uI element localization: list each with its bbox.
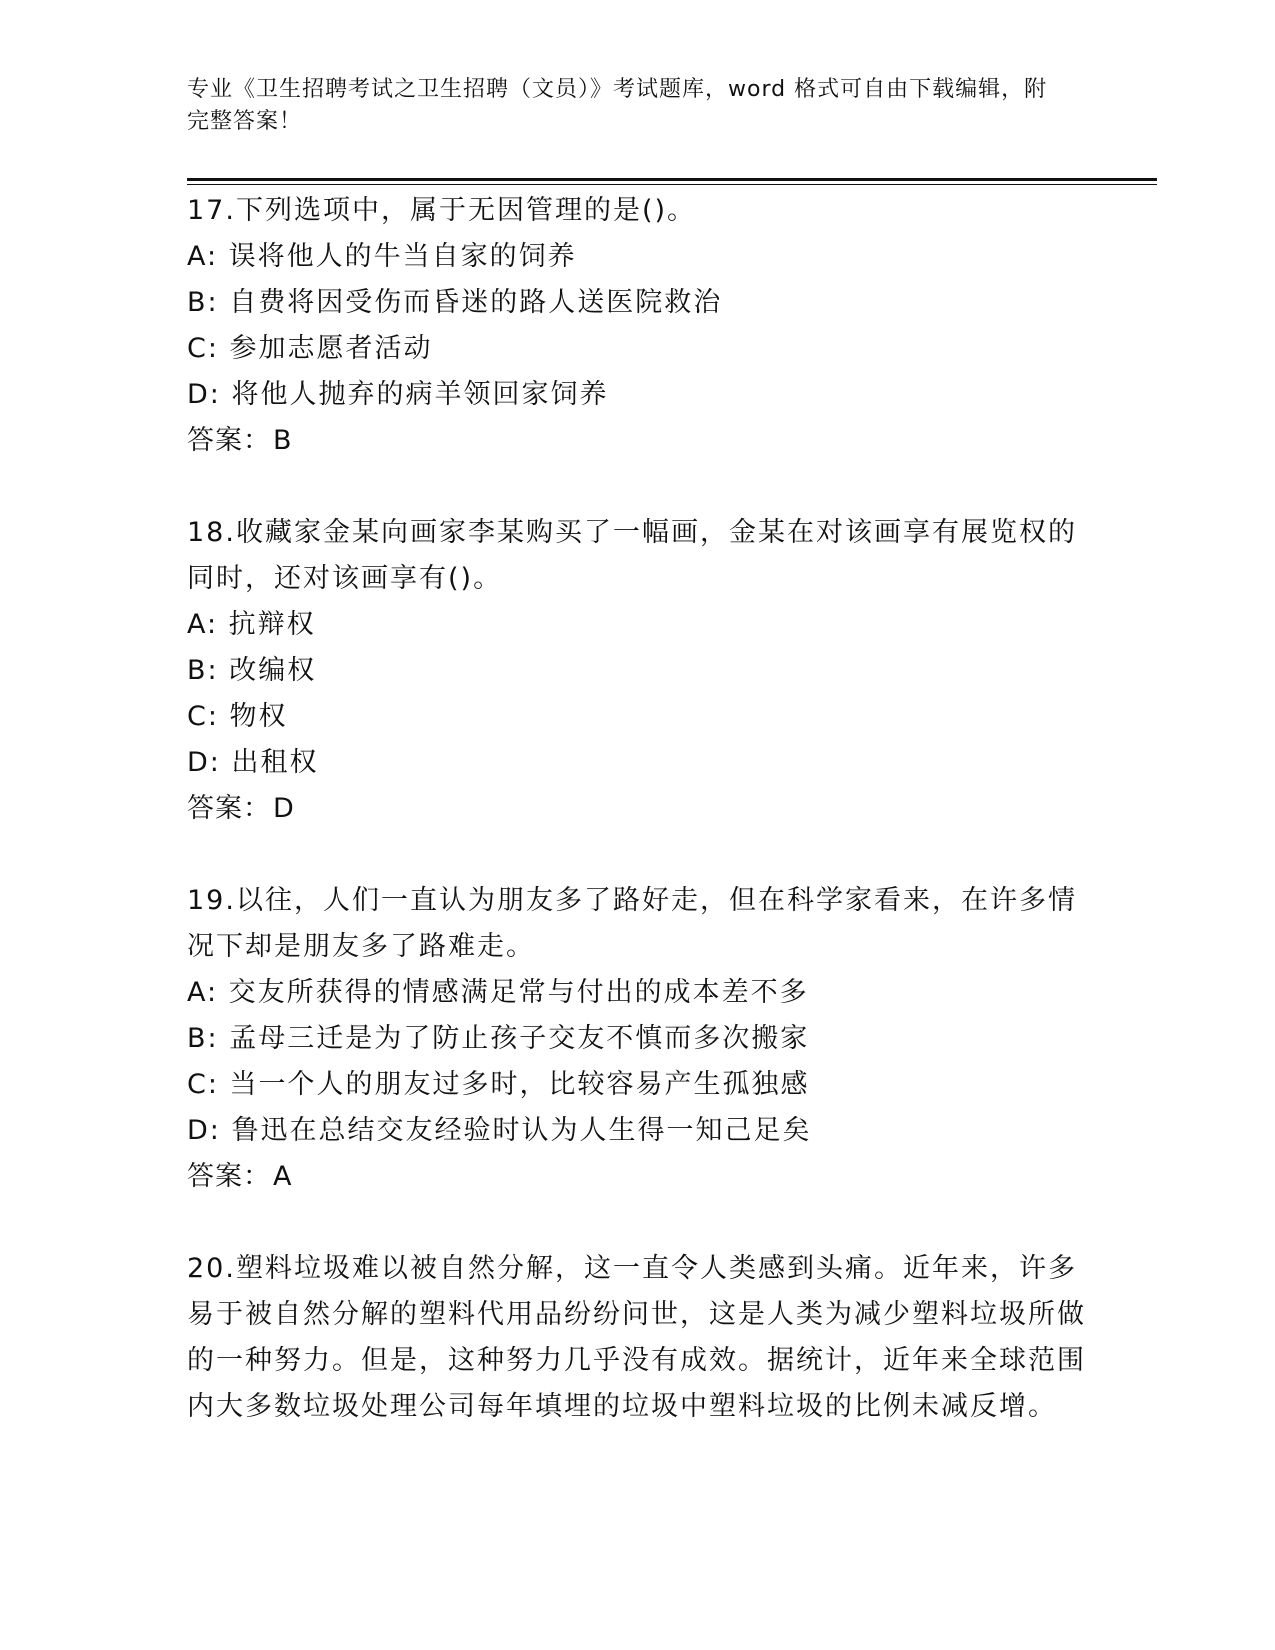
option-a: A: 误将他人的牛当自家的饲养 (187, 241, 577, 272)
option-b: B: 孟母三迁是为了防止孩子交友不慎而多次搬家 (187, 1023, 810, 1054)
question-20 (187, 1246, 1087, 1430)
option-d: D: 出租权 (187, 747, 319, 778)
answer-line (187, 418, 1087, 464)
option-a: A: 交友所获得的情感满足常与付出的成本差不多 (187, 977, 809, 1008)
question-stem: 17.下列选项中，属于无因管理的是()。 (187, 195, 697, 226)
answer-value: B (273, 425, 292, 456)
answer-label: 答案： (187, 793, 271, 824)
header-divider-thick (187, 178, 1157, 181)
option-d: D: 将他人抛弃的病羊领回家饲养 (187, 379, 609, 410)
option-d: D: 鲁迅在总结交友经验时认为人生得一知己足矣 (187, 1115, 812, 1146)
question-stem: 18.收藏家金某向画家李某购买了一幅画，金某在对该画享有展览权的同时，还对该画享有()。 (187, 517, 1077, 594)
option-b: B: 自费将因受伤而昏迷的路人送医院救治 (187, 287, 723, 318)
answer-label: 答案： (187, 1161, 271, 1192)
option-c: C: 物权 (187, 701, 288, 732)
header-divider-thin (187, 184, 1157, 185)
answer-line (187, 786, 1087, 832)
option-b: B: 改编权 (187, 655, 317, 686)
option-c: C: 参加志愿者活动 (187, 333, 433, 364)
answer-line (187, 1154, 1087, 1200)
question-stem: 20.塑料垃圾难以被自然分解，这一直令人类感到头痛。近年来，许多易于被自然分解的塑料代用品纷纷问世，这是人类为减少塑料垃圾所做的一种努力。但是，这种努力几乎没有成效。据统计，近年来全球范围内大多数垃圾处理公司每年填埋的垃圾中塑料垃圾的比例未减反增。 (187, 1253, 1086, 1422)
answer-value: D (273, 793, 294, 824)
question-19 (187, 878, 1087, 1200)
question-17 (187, 188, 1087, 464)
answer-label: 答案： (187, 425, 271, 456)
document-header: 专业《卫生招聘考试之卫生招聘（文员）》考试题库，word 格式可自由下载编辑，附完整答案！ (187, 77, 1048, 134)
spacer (187, 464, 1087, 510)
answer-value: A (273, 1161, 292, 1192)
spacer (187, 1200, 1087, 1246)
question-stem: 19.以往，人们一直认为朋友多了路好走，但在科学家看来，在许多情况下却是朋友多了路难走。 (187, 885, 1077, 962)
question-18 (187, 510, 1087, 832)
option-a: A: 抗辩权 (187, 609, 316, 640)
question-list (187, 188, 1087, 1430)
spacer (187, 832, 1087, 878)
option-c: C: 当一个人的朋友过多时，比较容易产生孤独感 (187, 1069, 810, 1100)
